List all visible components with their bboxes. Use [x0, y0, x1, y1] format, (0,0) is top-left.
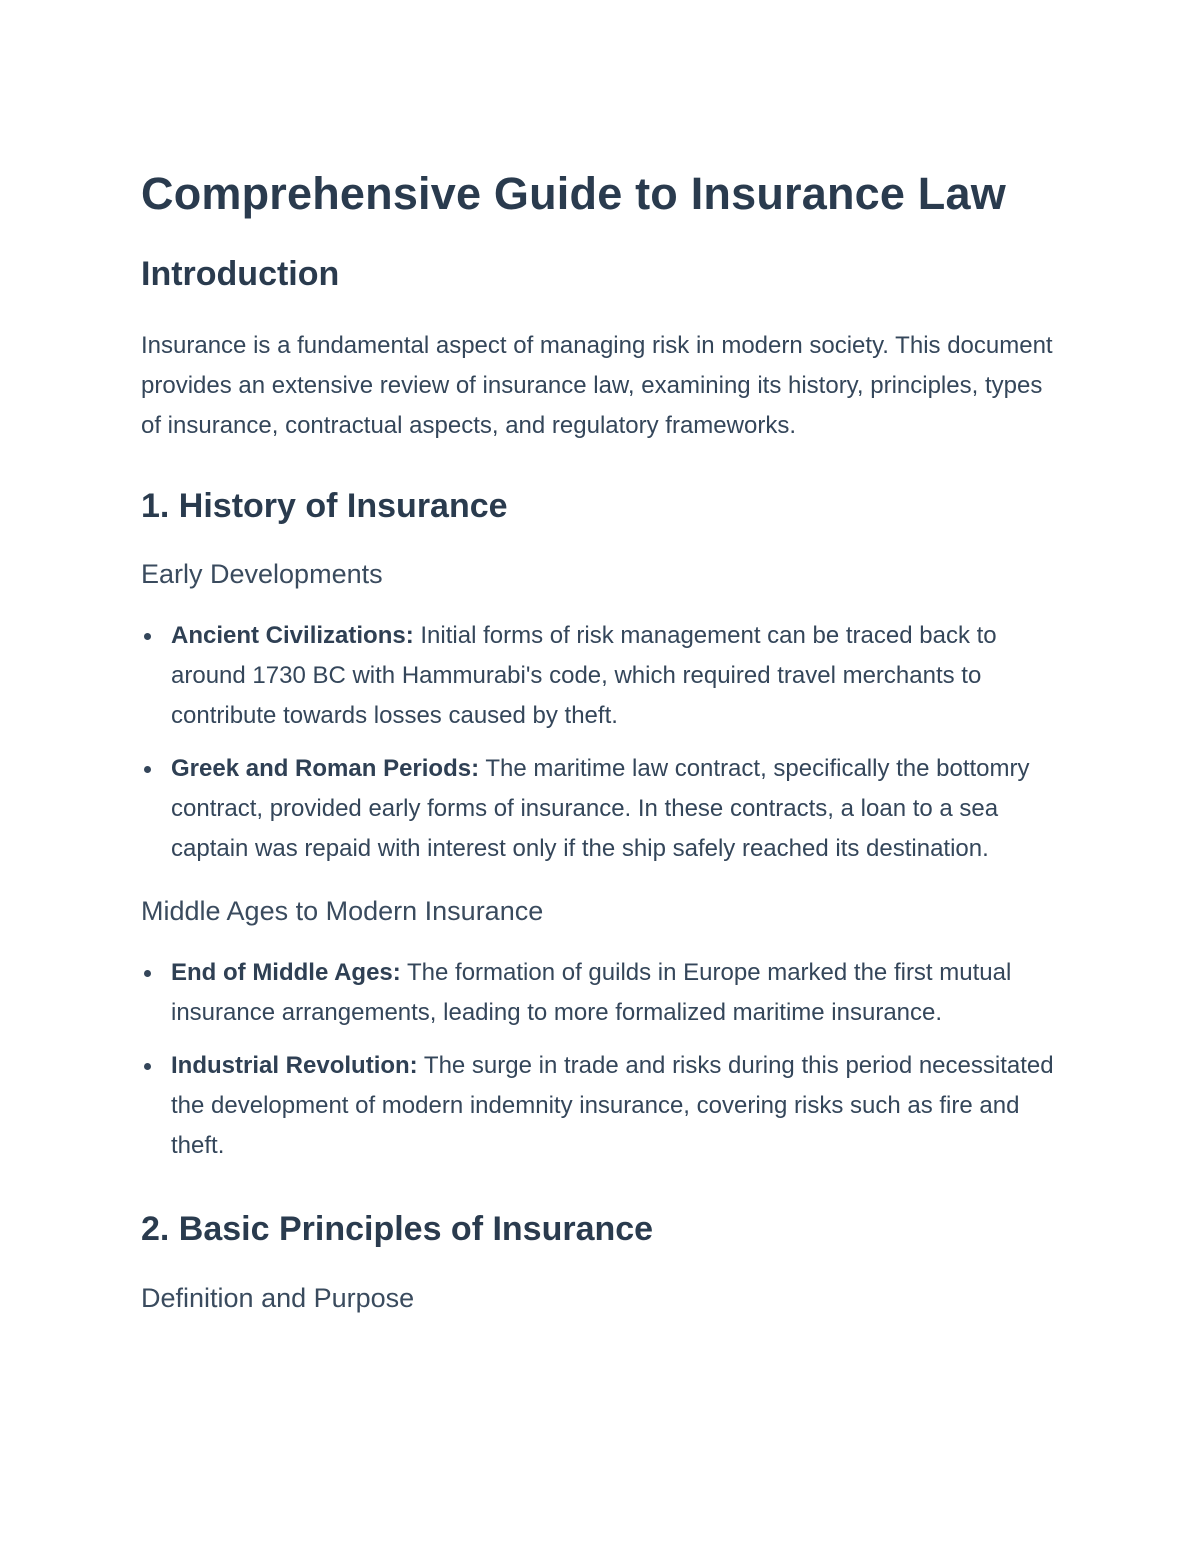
list-item-text: Initial forms of risk management can be traced back to around 1730 BC with Hammurabi's code, which required travel merchants to contribute towards losses caused by theft. — [171, 622, 997, 729]
list-item — [141, 616, 1060, 736]
early-developments-heading: Early Developments — [141, 559, 383, 589]
bullet-icon — [144, 970, 151, 977]
list-item-term: Ancient Civilizations: — [171, 622, 414, 649]
introduction-heading: Introduction — [141, 255, 340, 293]
list-item-text: The formation of guilds in Europe marked the first mutual insurance arrangements, leading to more formalized maritime insurance. — [171, 959, 1012, 1026]
bullet-icon — [144, 633, 151, 640]
middle-ages-list — [141, 953, 1060, 1166]
list-item — [141, 1046, 1060, 1166]
list-item-text: The surge in trade and risks during this period necessitated the development of modern indemnity insurance, covering risks such as fire and theft. — [171, 1052, 1054, 1159]
early-developments-list — [141, 616, 1060, 869]
list-item-term: Industrial Revolution: — [171, 1052, 418, 1079]
history-heading: 1. History of Insurance — [141, 487, 508, 525]
list-item-term: End of Middle Ages: — [171, 959, 401, 986]
principles-heading: 2. Basic Principles of Insurance — [141, 1210, 654, 1248]
list-item — [141, 953, 1060, 1033]
introduction-paragraph: Insurance is a fundamental aspect of managing risk in modern society. This document provides an extensive review of insurance law, examining its history, principles, types of insurance, contractual aspects, and regulatory frameworks. — [141, 332, 1053, 439]
bullet-icon — [144, 1063, 151, 1070]
document-title: Comprehensive Guide to Insurance Law — [141, 168, 1006, 219]
middle-ages-heading: Middle Ages to Modern Insurance — [141, 896, 544, 926]
list-item — [141, 749, 1060, 869]
list-item-term: Greek and Roman Periods: — [171, 755, 480, 782]
list-item-text: The maritime law contract, specifically the bottomry contract, provided early forms of insurance. In these contracts, a loan to a sea captain was repaid with interest only if the ship safely reached its destination. — [171, 755, 1030, 862]
bullet-icon — [144, 766, 151, 773]
definition-purpose-heading: Definition and Purpose — [141, 1283, 415, 1313]
